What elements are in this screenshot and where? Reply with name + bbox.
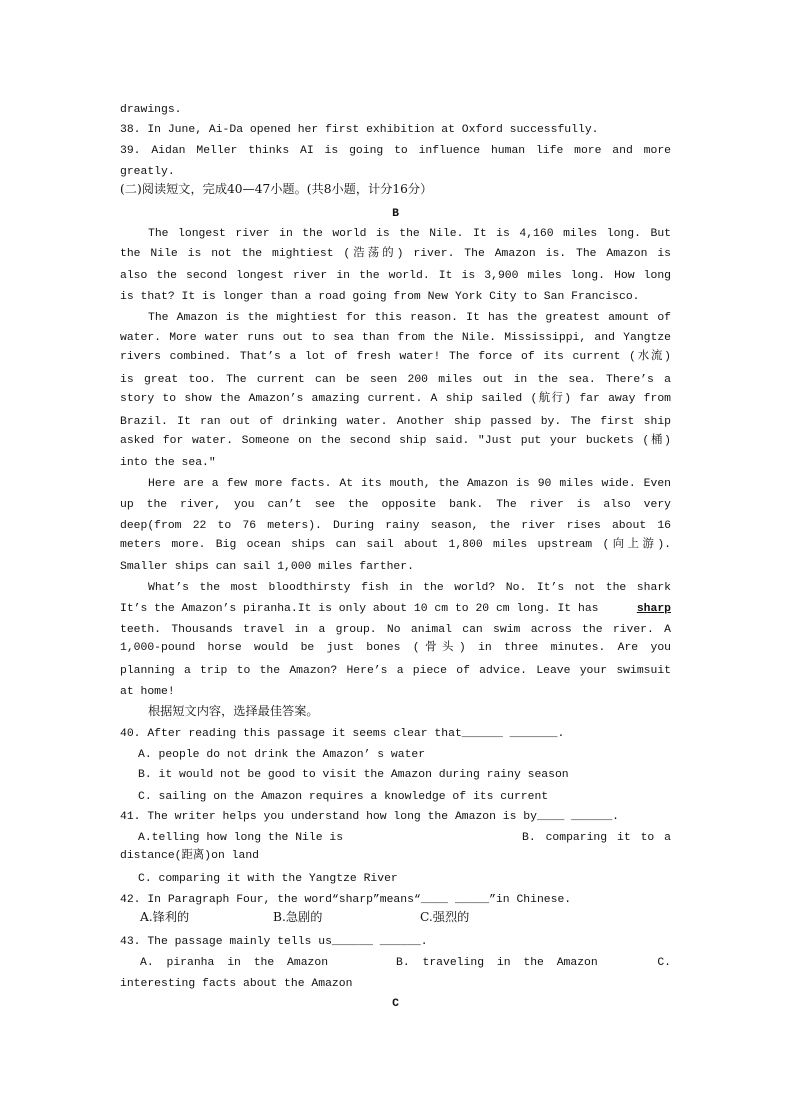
paragraph-1-line: the Nile is not the mightiest (浩荡的) river. The Amazon is. The Amazon is xyxy=(120,248,671,260)
paragraph-2-line: rivers combined. That’s a lot of fresh water! The force of its current (水流) xyxy=(120,351,671,363)
option-42-c: C.强烈的 xyxy=(420,910,470,924)
paragraph-4-line xyxy=(120,602,671,616)
paragraph-3-line: deep(from 22 to 76 meters). During rainy season, the river rises about 16 xyxy=(120,520,671,532)
statement-38: 38. In June, Ai-Da opened her first exhibition at Oxford successfully. xyxy=(120,124,599,136)
question-41: 41. The writer helps you understand how long the Amazon is by____ ______. xyxy=(120,811,619,823)
paragraph-4-line: teeth. Thousands travel in a group. No animal can swim across the river. A xyxy=(120,624,671,636)
paragraph-4-line: planning a trip to the Amazon? Here’s a piece of advice. Leave your swimsuit xyxy=(120,665,671,677)
keyword-sharp: sharp xyxy=(636,603,671,615)
paragraph-2-line: The Amazon is the mightiest for this reason. It has the greatest amount of xyxy=(148,312,671,324)
option-40-b: B. it would not be good to visit the Amazon during rainy season xyxy=(138,769,569,781)
paragraph-3-line: meters more. Big ocean ships can sail about 1,800 miles upstream (向上游). xyxy=(120,539,671,551)
option-43-a: A. piranha in the Amazon xyxy=(140,957,329,969)
passage-label-c: C xyxy=(392,998,399,1010)
option-43-c-label: C. xyxy=(657,957,671,969)
question-42: 42. In Paragraph Four, the word“sharp”means“____ _____”in Chinese. xyxy=(120,894,572,906)
question-43: 43. The passage mainly tells us______ ______. xyxy=(120,936,428,948)
paragraph-2-line: is great too. The current can be seen 200 miles out in the sea. There’s a xyxy=(120,374,671,386)
section-heading: (二)阅读短文，完成40—47小题。(共8小题，计分16分） xyxy=(120,182,433,196)
option-41-b-continued: distance(距离)on land xyxy=(120,850,259,862)
paragraph-3-line: up the river, you can’t see the opposite bank. The river is also very xyxy=(120,499,671,511)
paragraph-3-line: Here are a few more facts. At its mouth, the Amazon is 90 miles wide. Even xyxy=(148,478,671,490)
text-line: drawings. xyxy=(120,104,182,116)
text-line: greatly. xyxy=(120,166,175,178)
paragraph-2-line: story to show the Amazon’s amazing current. A ship sailed (航行) far away from xyxy=(120,393,671,405)
option-41-a: A.telling how long the Nile is xyxy=(138,832,344,844)
option-43-c: interesting facts about the Amazon xyxy=(120,978,353,990)
paragraph-2-line: Brazil. It ran out of drinking water. Another ship passed by. The first ship xyxy=(120,416,671,428)
paragraph-2-line: asked for water. Someone on the second ship said. ″Just put your buckets (桶) xyxy=(120,435,671,447)
option-41-b: B. comparing it to a xyxy=(522,832,671,844)
paragraph-1-line: also the second longest river in the world. It is 3,900 miles long. How long xyxy=(120,270,671,282)
option-43-b: B. traveling in the Amazon xyxy=(396,957,598,969)
paragraph-4-text: It’s the Amazon’s piranha.It is only about 10 cm to 20 cm long. It has xyxy=(120,603,599,615)
option-40-c: C. sailing on the Amazon requires a knowledge of its current xyxy=(138,791,549,803)
question-40: 40. After reading this passage it seems clear that______ _______. xyxy=(120,728,565,740)
option-42-a: A.锋利的 xyxy=(140,910,190,924)
option-42-b: B.急剧的 xyxy=(273,910,323,924)
paragraph-4-line: at home! xyxy=(120,686,175,698)
statement-39: 39. Aidan Meller thinks AI is going to influence human life more and more xyxy=(120,145,671,157)
instruction-line: 根据短文内容，选择最佳答案。 xyxy=(148,704,319,718)
option-41-c: C. comparing it with the Yangtze River xyxy=(138,873,398,885)
paragraph-4-line: 1,000-pound horse would be just bones (骨头) in three minutes. Are you xyxy=(120,642,671,654)
paragraph-3-line: Smaller ships can sail 1,000 miles farther. xyxy=(120,561,414,573)
paragraph-1-line: The longest river in the world is the Nile. It is 4,160 miles long. But xyxy=(148,228,671,240)
paragraph-2-line: into the sea.″ xyxy=(120,457,216,469)
paragraph-1-line: is that? It is longer than a road going from New York City to San Francisco. xyxy=(120,291,640,303)
paragraph-2-line: water. More water runs out to sea than from the Nile. Mississippi, and Yangtze xyxy=(120,332,671,344)
option-40-a: A. people do not drink the Amazon’ s water xyxy=(138,749,426,761)
passage-label-b: B xyxy=(392,208,399,220)
paragraph-4-line: What’s the most bloodthirsty fish in the world? No. It’s not the shark xyxy=(148,582,671,594)
